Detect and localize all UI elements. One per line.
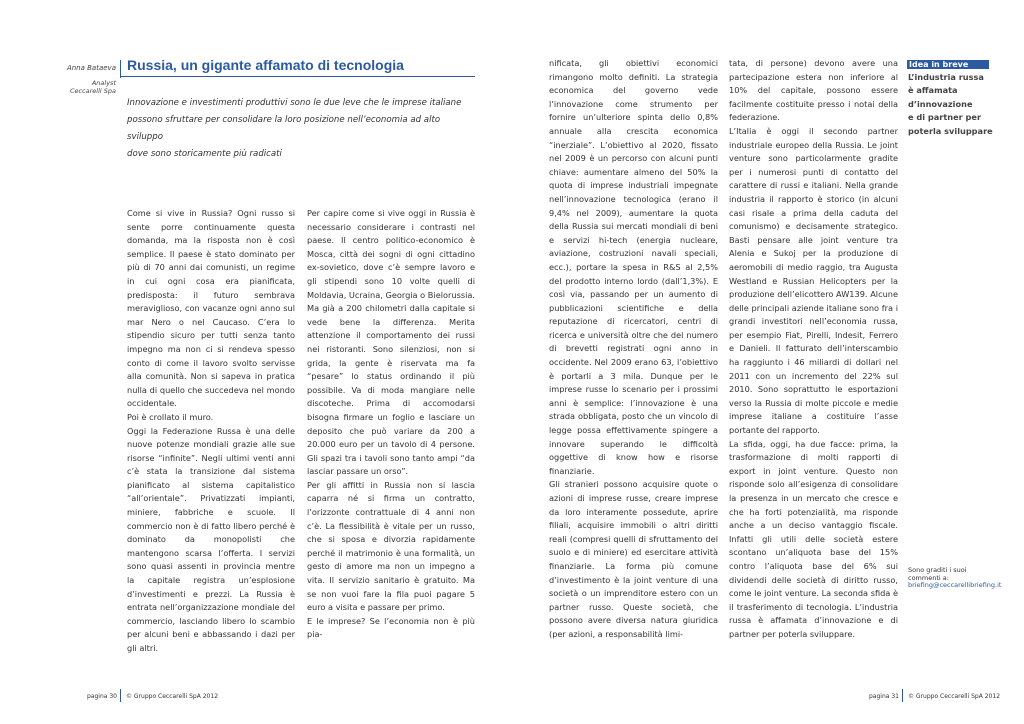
title-underline xyxy=(120,76,475,77)
text-column-3 xyxy=(549,57,718,642)
author-name: Anna Bataeva xyxy=(66,64,116,72)
copyright-left: © Gruppo Ceccarelli SpA 2012 xyxy=(126,693,219,700)
sidebar-line: L’industria russa xyxy=(908,72,984,82)
paragraph: tata, di persone) devono avere una partecipazione estera non inferiore al 10% del capitale, possono essere facilmente costituite presso i notai della federazione. xyxy=(729,58,898,123)
page-number-left: pagina 30 xyxy=(87,693,117,700)
copyright-right: © Gruppo Ceccarelli SpA 2012 xyxy=(908,693,1001,700)
article-intro xyxy=(127,95,472,163)
intro-line: possono sfruttare per consolidare la loro posizione nell’economia ad alto sviluppo xyxy=(127,115,441,142)
sidebar-line: poterla sviluppare xyxy=(908,125,993,136)
paragraph: Oggi la Federazione Russa è una delle nuove potenze mondiali grazie alle sue risorse “infinite”. Negli ultimi venti anni c’è stata la transizione dal sistema pianificato al sistema capitalistico “all’orientale”. Privatizzati impianti, miniere, fabbriche e scuole. Il commercio non è di fatto libero perché è dominato da monopolisti che mantengono scarsa l’offerta. I servizi sono quasi assenti in provincia mentre la capitale registra un’esplosione d’investimenti e prezzi. La Russia è entrata nell’organizzazione mondiale del commercio, lasciando libero lo scambio per alcuni beni e abbassando i dazi per gli altri. xyxy=(127,425,295,653)
intro-line: dove sono storicamente più radicati xyxy=(127,149,282,159)
sidebar-line: d’innovazione xyxy=(908,98,973,109)
note-line: Sono graditi i suoi xyxy=(908,566,967,574)
paragraph: Come si vive in Russia? Ogni russo si sente porre continuamente questa domanda, ma la risposta non è così semplice. Il paese è stato dominato per più di 70 anni dai comunisti, un regime in cui ogni cosa era pianificata, predisposta: il futuro sembrava meraviglioso, con vacanze ogni anno sul mar Nero o nel Caucaso. C’era lo stipendio sicuro per tutti senza tanto impegno ma non ci si rendeva spesso conto di come il lavoro svolto servisse alla comunità. Non si sapeva in pratica nulla di quello che succedeva nel mondo occidentale. xyxy=(127,208,295,409)
note-line: commenti a: xyxy=(908,573,949,582)
sidebar-summary xyxy=(908,71,994,138)
sidebar-heading: Idea in breve xyxy=(907,60,989,69)
intro-line: Innovazione e investimenti produttivi sono le due leve che le imprese italiane xyxy=(127,98,462,108)
email-link[interactable]: briefing@ceccarellibriefing.it xyxy=(908,581,1002,590)
paragraph: nificata, gli obiettivi economici rimangono molto definiti. La strategia economica del governo vede l’innovazione come strumento per fornire un’ulteriore spinta dello 0,8% annuale alla crescita economica “inerziale”. L’obiettivo al 2020, fissato nel 2009 è un percorso con alcuni punti chiave: aumentare almeno del 50% la quota di imprese industriali impegnate nell’innovazione tecnologica (erano il 9,4% nel 2009), aumentare la quota della Russia sui mercati mondiali di beni e servizi hi-tech (energia nucleare, aviazione, costruzioni navali speciali, ecc.), portare la spesa in R&S al 2,5% del prodotto interno lordo (dall’1,3%). E così via, passando per un aumento di pubblicazioni scientifiche e della reputazione di ricercatori, centri di ricerca e università oltre che del numero di brevetti registrati ogni anno in occidente. Nel 2009 erano 63, l’obiettivo è portarli a 3 mila. Dunque per le imprese russe lo scenario per i prossimi anni è semplice: l’innovazione è una strada obbligata, posto che un vincolo di legge possa effettivamente spingere a innovare superando le difficoltà oggettive di know how e risorse finanziarie. xyxy=(549,58,718,476)
sidebar-line: è affamata xyxy=(908,85,958,96)
role-line: Analyst xyxy=(91,79,116,87)
sidebar-line: e di partner per xyxy=(908,112,981,123)
footer-divider xyxy=(902,689,903,702)
footer-divider xyxy=(120,689,121,702)
paragraph: Gli stranieri possono acquisire quote o azioni di imprese russe, creare imprese da loro interamente possedute, aprire filiali, acquisire immobili o altri diritti reali (compresi quelli di sfruttamento del suolo e di miniere) ed esercitare attività finanziarie. La forma più comune d’investimento è la joint venture di una società o un imprenditore estero con un partner russo. Queste società, che possono avere diversa natura giuridica (per azioni, a responsabilità limi- xyxy=(549,479,718,639)
paragraph: L’Italia è oggi il secondo partner industriale europeo della Russia. Le joint venture sono particolarmente gradite per i numerosi punti di contatto del carattere di russi e italiani. Nella grande industria il rapporto è storico (in alcuni casi risale a prima della caduta del comunismo) e decisamente strategico. Basti pensare alle joint venture tra Alenia e Sukoj per la produzione di aeromobili di medio raggio, tra Augusta Westland e Russian Helicopters per la produzione dell’elicottero AW139. Alcune delle principali aziende italiane sono fra i grandi investitori nell’economia russa, per esempio Fiat, Pirelli, Indesit, Ferrero e Danieli. Il fatturato dell’interscambio ha raggiunto i 46 miliardi di dollari nel 2011 con un incremento del 22% sul 2010. Sono soprattutto le esportazioni verso la Russia di molte piccole e medie imprese italiane a costituire l’asse portante del rapporto. xyxy=(729,125,898,436)
comments-note xyxy=(908,567,1008,590)
page-number-right: pagina 31 xyxy=(869,693,899,700)
role-line: Ceccarelli Spa xyxy=(69,87,116,95)
paragraph: Poi è crollato il muro. xyxy=(127,411,214,422)
paragraph: La sfida, oggi, ha due facce: prima, la trasformazione di molti rapporti di export in joint venture. Questo non risponde solo all’esigenza di consolidare la presenza in un mercato che cresce e che ha forti potenzialità, ma risponde anche a un deciso vantaggio fiscale. Infatti gli utili delle società estere scontano un’aliquota base del 15% contro l’aliquota base del 6% sui dividendi delle società di diritto russo, come le joint venture. La seconda sfida è il trasferimento di tecnologia. L’industria russa è affamata d’innovazione e di partner per poterla sviluppare. xyxy=(729,438,898,639)
article-title: Russia, un gigante affamato di tecnologia xyxy=(127,57,404,73)
paragraph: Per capire come si vive oggi in Russia è necessario considerare i contrasti nel paese. Il centro politico-economico è Mosca, città dei sogni di ogni cittadino ex-sovietico, dove c’è sempre lavoro e gli stipendi sono 10 volte quelli di Moldavia, Ucraina, Georgia o Bielorussia. Ma già a 200 chilometri dalla capitale si vede bene la differenza. Merita attenzione il comportamento dei russi nei ristoranti. Sono silenziosi, non si grida, la gente è riservata ma fa “pesare” lo status ordinando il più possibile. Va di moda mangiare nelle discoteche. Prima di accomodarsi bisogna firmare un foglio e lasciare un deposito che può variare da 200 a 20.000 euro per un tavolo di 4 persone. Gli spazi tra i tavoli sono tanto ampi “da lasciar passare un orso”. xyxy=(307,208,475,477)
paragraph: Per gli affitti in Russia non si lascia caparra né si firma un contratto, l’orizzonte contrattuale di 4 anni non c’è. La flessibilità è vitale per un russo, che si sposa e divorzia rapidamente perché il matrimonio è una formalità, un gesto di amore ma non un impegno a vita. Il servizio sanitario è gratuito. Ma se non vuoi fare la fila puoi pagare 5 euro a visita e passare per primo. xyxy=(307,479,475,613)
text-column-2 xyxy=(307,207,475,642)
text-column-4 xyxy=(729,57,898,642)
paragraph: E le imprese? Se l’economia non è più pia- xyxy=(307,615,475,640)
text-column-1 xyxy=(127,207,295,656)
author-role xyxy=(60,79,116,95)
